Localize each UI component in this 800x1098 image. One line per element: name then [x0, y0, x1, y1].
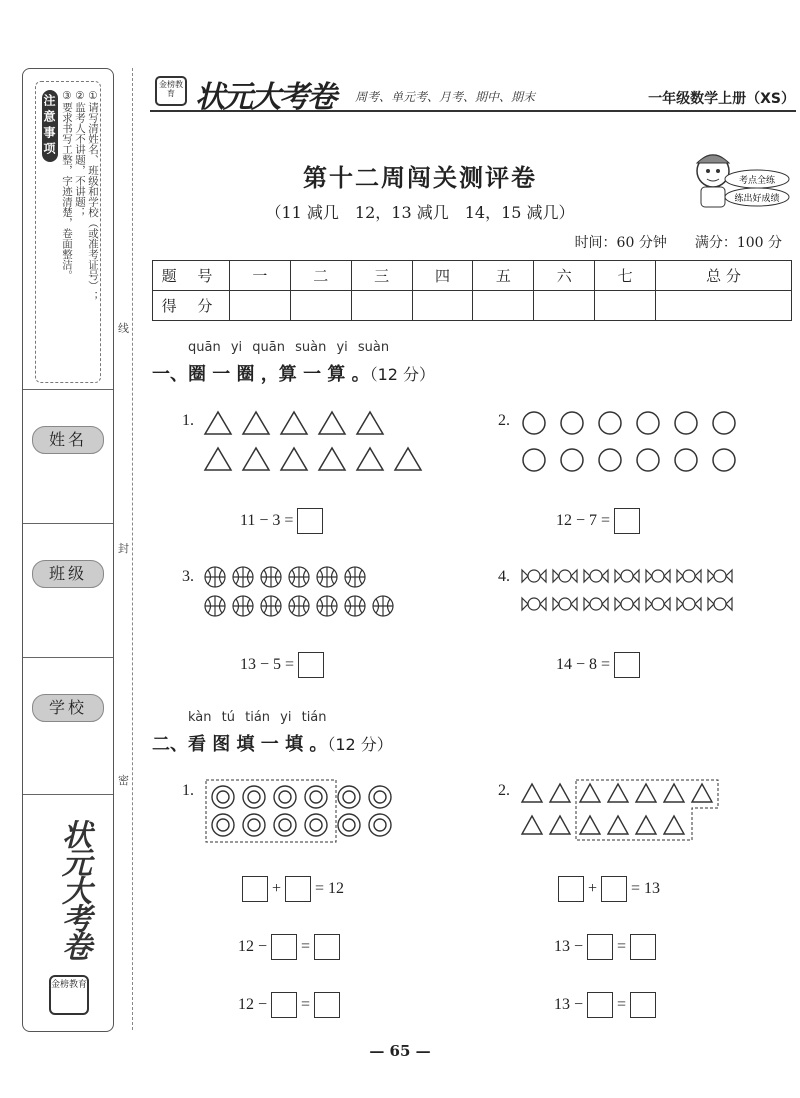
q3-equation: [240, 652, 328, 678]
s2-q1-sum: [238, 876, 344, 902]
section2-points: （12 分）: [327, 735, 393, 754]
table-header-cell: 六: [534, 261, 595, 291]
s2-q2-minus-a: [554, 934, 660, 960]
q3-basketballs[interactable]: [203, 566, 403, 620]
table-row: [153, 291, 792, 321]
q4-number: 4.: [498, 568, 510, 585]
table-header-cell: 三: [351, 261, 412, 291]
minus-text: 13 −: [554, 938, 584, 955]
table-header-cell: 五: [473, 261, 534, 291]
page-subtitle: （11 减几 12，13 减几 14，15 减几）: [265, 203, 575, 222]
page-header: [155, 74, 795, 115]
equals-sign: =: [301, 938, 311, 955]
q1-triangles[interactable]: [203, 410, 433, 474]
s2-q1-minus-a: [238, 934, 344, 960]
section1-title: [152, 360, 435, 386]
section1-points: （12 分）: [369, 365, 436, 384]
answer-box[interactable]: [601, 876, 627, 902]
q2-equation: [556, 508, 644, 534]
s2-q1-minus-b: [238, 992, 344, 1018]
table-header-cell: 七: [595, 261, 656, 291]
q4-eq-text: 14 − 8 =: [556, 656, 611, 673]
school-field[interactable]: [23, 657, 113, 792]
q2-eq-text: 12 − 7 =: [556, 512, 611, 529]
s2-q1-number: 1.: [182, 782, 194, 799]
school-label: 学校: [32, 694, 104, 722]
table-header-cell: 一: [230, 261, 291, 291]
s2-q2-triangles: [520, 778, 725, 844]
mascot-text-1: 考点全练: [738, 176, 776, 186]
q1-equation: [240, 508, 327, 534]
s2-q2-minus-b: [554, 992, 660, 1018]
section1-pinyin: quān yi quān suàn yi suàn: [188, 340, 390, 355]
brand-name: 状元大考卷: [195, 80, 335, 115]
score-cell[interactable]: [656, 291, 792, 321]
answer-box[interactable]: [614, 508, 640, 534]
score-cell[interactable]: [351, 291, 412, 321]
q4-equation: [556, 652, 644, 678]
page-number: — 65 —: [369, 1042, 431, 1060]
page-title: 第十二周闯关测评卷: [303, 163, 537, 192]
q4-candies[interactable]: [520, 564, 745, 618]
score-cell[interactable]: [412, 291, 473, 321]
score-cell[interactable]: [473, 291, 534, 321]
mascot-text-2: 练出好成绩: [734, 194, 780, 204]
equals-sign: =: [617, 996, 627, 1013]
section1-title-text: 一、圈 一 圈 ，算 一 算 。: [152, 364, 370, 385]
notice-title: 注意事项: [42, 90, 58, 162]
q3-eq-text: 13 − 5 =: [240, 656, 295, 673]
answer-box[interactable]: [297, 508, 323, 534]
answer-box[interactable]: [587, 934, 613, 960]
notice-line: ①请写清姓名、班级和学校（或准考证号）；: [87, 90, 99, 302]
mascot: [683, 143, 793, 213]
answer-box[interactable]: [614, 652, 640, 678]
answer-box[interactable]: [630, 992, 656, 1018]
section2-title: [152, 730, 393, 756]
table-row: [153, 261, 792, 291]
table-header-cell: 二: [290, 261, 351, 291]
sidebar-logo-box: 金榜教育: [49, 975, 89, 1015]
header-rule: [150, 110, 796, 112]
brand-logo: 金榜教育: [155, 76, 187, 106]
answer-box[interactable]: [271, 934, 297, 960]
cut-mark-seal: 封: [118, 542, 129, 555]
name-label: 姓名: [32, 426, 104, 454]
sidebar-logo: [23, 794, 113, 1030]
class-label: 班级: [32, 560, 104, 588]
answer-box[interactable]: [242, 876, 268, 902]
equals-sign: =: [617, 938, 627, 955]
score-cell[interactable]: [534, 291, 595, 321]
sidebar-logo-text: 状元大考卷: [56, 819, 91, 959]
plus-sign: +: [588, 880, 598, 897]
notice-line: ②监考人不讲题，不讲题；: [74, 90, 86, 218]
equals-sign: =: [301, 996, 311, 1013]
minus-text: 13 −: [554, 996, 584, 1013]
answer-box[interactable]: [298, 652, 324, 678]
brand-subtitle: 周考、单元考、月考、期中、期末: [355, 90, 536, 104]
minus-text: 12 −: [238, 938, 268, 955]
s2-q1-rings: [204, 778, 399, 844]
score-cell[interactable]: [290, 291, 351, 321]
cut-mark-line: 线: [118, 322, 129, 335]
score-cell[interactable]: [595, 291, 656, 321]
sum-result: = 13: [631, 880, 661, 897]
full-score: 满分：100 分: [694, 235, 782, 251]
section2-title-text: 二、看 图 填 一 填 。: [152, 734, 328, 755]
answer-box[interactable]: [314, 934, 340, 960]
answer-box[interactable]: [285, 876, 311, 902]
score-table: [152, 260, 792, 321]
notice-box: [35, 81, 101, 383]
grade-label: 一年级数学上册（XS）: [648, 91, 795, 107]
cut-mark-secret: 密: [118, 774, 129, 787]
table-header-cell: 四: [412, 261, 473, 291]
notice-lines: [60, 90, 99, 374]
q2-circles[interactable]: [522, 410, 752, 474]
name-field[interactable]: [23, 389, 113, 524]
binding-strip: [22, 68, 114, 1032]
answer-box[interactable]: [630, 934, 656, 960]
table-header-cell: 总 分: [656, 261, 792, 291]
answer-box[interactable]: [587, 992, 613, 1018]
table-header-cell: 得 分: [153, 291, 230, 321]
section2-pinyin: kàn tú tián yi tián: [188, 710, 327, 725]
notice-line: ③要求书写工整，字迹清楚，卷面整洁。: [61, 90, 73, 281]
answer-box[interactable]: [271, 992, 297, 1018]
q1-number: 1.: [182, 412, 194, 429]
class-field[interactable]: [23, 523, 113, 658]
s2-q2-sum: [554, 876, 660, 902]
cut-line: [132, 68, 133, 1030]
answer-box[interactable]: [558, 876, 584, 902]
q2-number: 2.: [498, 412, 510, 429]
minus-text: 12 −: [238, 996, 268, 1013]
answer-box[interactable]: [314, 992, 340, 1018]
sum-result: = 12: [315, 880, 345, 897]
plus-sign: +: [272, 880, 282, 897]
table-header-cell: 题 号: [153, 261, 230, 291]
s2-q2-number: 2.: [498, 782, 510, 799]
time-limit: 时间：60 分钟: [574, 235, 667, 251]
time-score-line: [547, 232, 782, 252]
q3-number: 3.: [182, 568, 194, 585]
q1-eq-text: 11 − 3 =: [240, 512, 294, 529]
score-cell[interactable]: [230, 291, 291, 321]
mascot-icon: [683, 143, 793, 213]
